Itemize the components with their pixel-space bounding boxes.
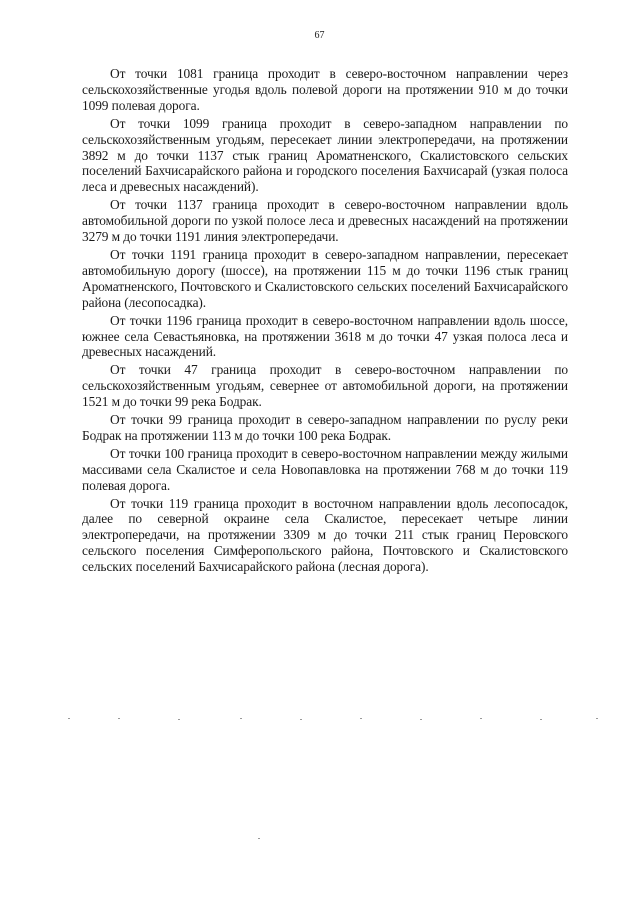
scan-artifact: [178, 719, 180, 720]
document-body: [82, 66, 568, 577]
scan-artifact: [68, 718, 70, 719]
paragraph-point-99: От точки 99 граница проходит в северо-западном направлении по руслу реки Бодрак на протяжении 113 м до точки 100 река Бодрак.: [82, 412, 568, 443]
page-number: 67: [314, 30, 325, 41]
paragraph-point-119: От точки 119 граница проходит в восточном направлении вдоль лесопосадок, далее по северной окраине села Скалистое, пересекает четыре линии электропередачи, на протяжении 3309 м до точки 211 стык границ Перовского сельского поселения Симферопольского района, Почтовского и Скалистовского сельских поселений Бахчисарайского района (лесная дорога).: [82, 495, 568, 575]
paragraph-point-1099: От точки 1099 граница проходит в северо-западном направлении по сельскохозяйственным угодьям, пересекает линии электропередачи, на протяжении 3892 м до точки 1137 стык границ Ароматненского, Скалистовского сельских поселений Бахчисарайского района и городского поселения Бахчисарай (узкая полоса леса и древесных насаждений).: [82, 115, 568, 195]
paragraph-point-1191: От точки 1191 граница проходит в северо-западном направлении, пересекает автомобильную дорогу (шоссе), на протяжении 115 м до точки 1196 стык границ Ароматненского, Почтовского и Скалистовского сельских поселений Бахчисарайского района (лесопосадка).: [82, 246, 568, 310]
scan-artifact: [118, 718, 120, 719]
paragraph-point-1137: От точки 1137 граница проходит в северо-восточном направлении вдоль автомобильной дороги по узкой полосе леса и древесных насаждений на протяжении 3279 м до точки 1191 линия электропередачи.: [82, 197, 568, 245]
scan-artifact: [480, 718, 482, 719]
scan-artifact: [540, 719, 542, 720]
scan-artifact: [258, 838, 260, 839]
scan-artifact: [420, 719, 422, 720]
scan-artifact: [300, 719, 302, 720]
paragraph-point-47: От точки 47 граница проходит в северо-восточном направлении по сельскохозяйственным угодьям, севернее от автомобильной дороги, на протяжении 1521 м до точки 99 река Бодрак.: [82, 362, 568, 410]
paragraph-point-1081: От точки 1081 граница проходит в северо-восточном направлении через сельскохозяйственные угодья вдоль полевой дороги на протяжении 910 м до точки 1099 полевая дорога.: [82, 66, 568, 113]
paragraph-point-100: От точки 100 граница проходит в северо-восточном направлении между жилыми массивами села Скалистое и села Новопавловка на протяжении 768 м до точки 119 полевая дорога.: [82, 445, 568, 493]
scan-artifact: [240, 718, 242, 719]
paragraph-point-1196: От точки 1196 граница проходит в северо-восточном направлении вдоль шоссе, южнее села Севастьяновка, на протяжении 3618 м до точки 47 узкая полоса леса и древесных насаждений.: [82, 312, 568, 360]
scan-artifact: [360, 718, 362, 719]
scan-artifact: [596, 718, 598, 719]
